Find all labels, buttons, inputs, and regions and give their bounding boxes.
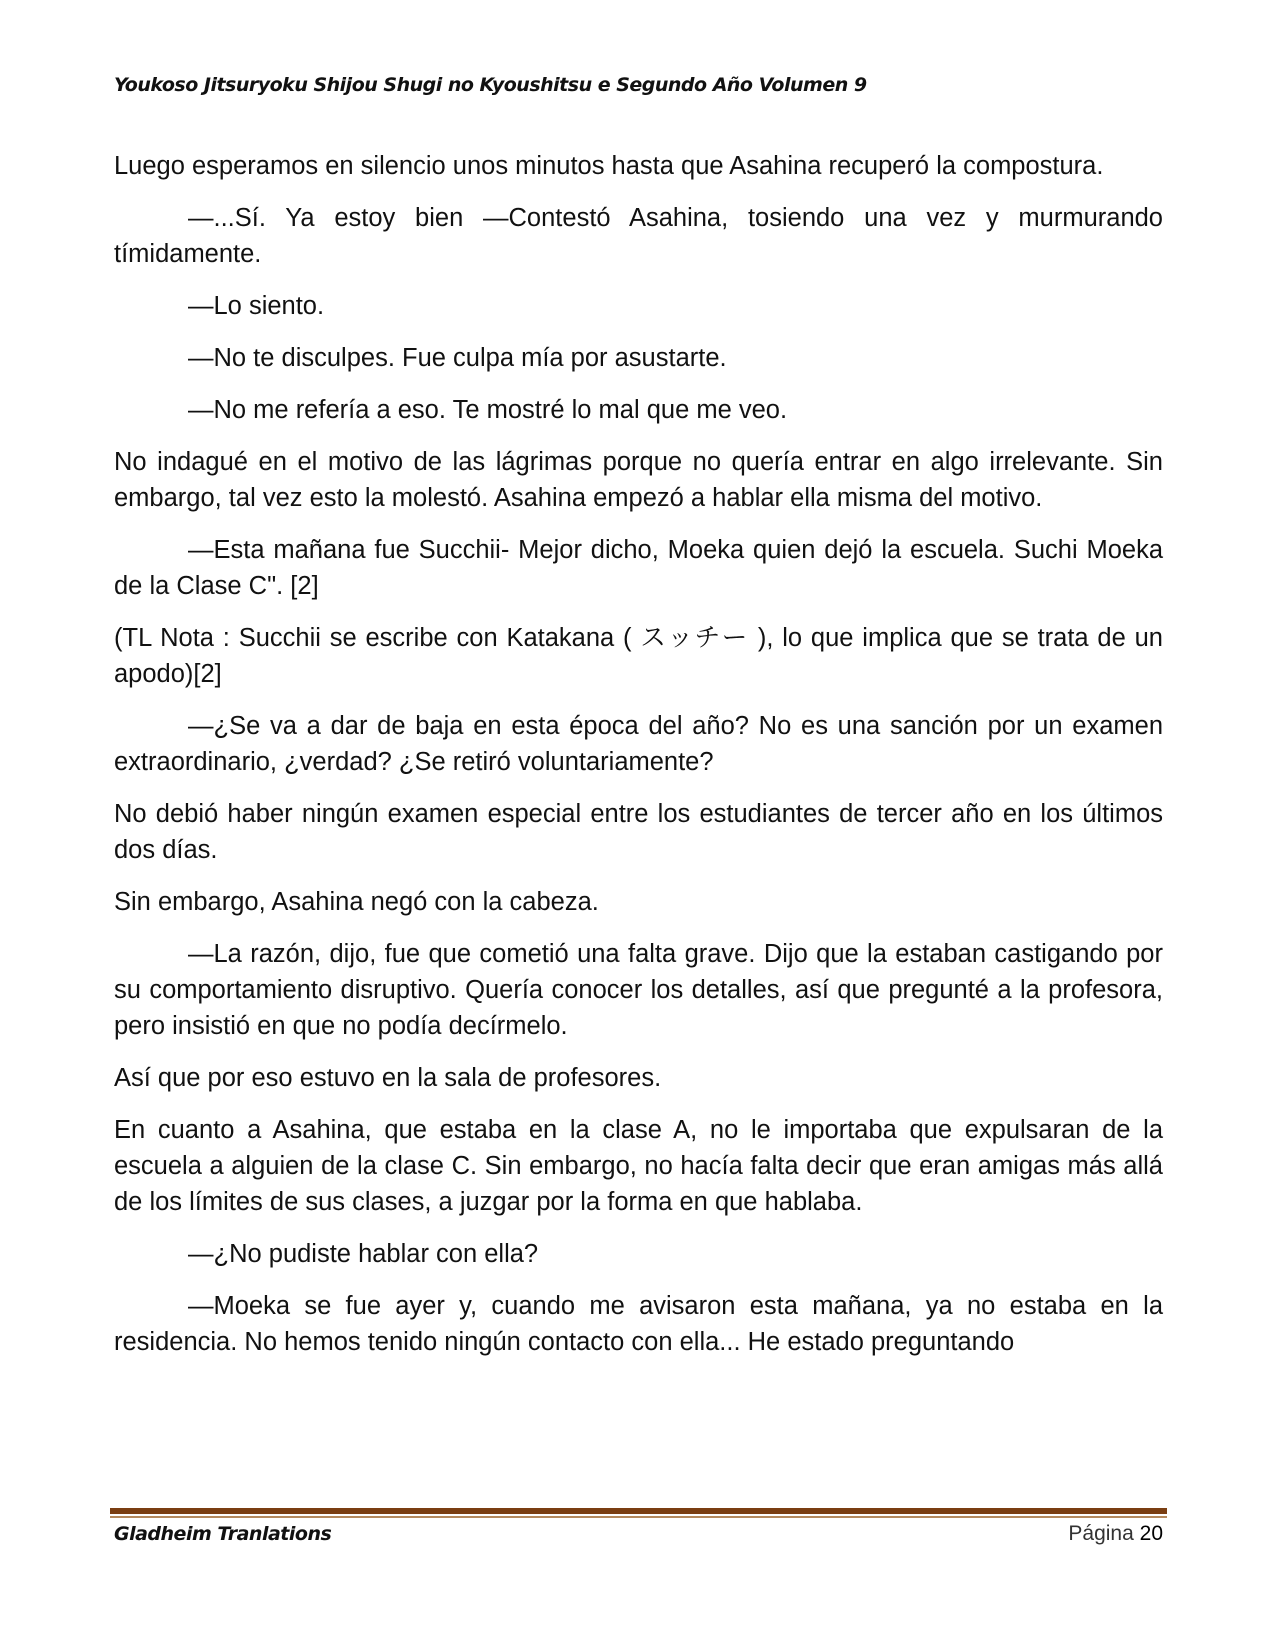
footer-rule-thin bbox=[110, 1516, 1167, 1518]
paragraph: —Lo siento. bbox=[188, 292, 325, 320]
paragraph: En cuanto a Asahina, que estaba en la clase A, no le importaba que expulsaran de la escuela a alguien de la clase C. Sin embargo, no hacía falta decir que eran amigas más allá de los límites de sus clases, a juzgar por la forma en que hablaba. bbox=[114, 1116, 1163, 1216]
paragraph: —¿No pudiste hablar con ella? bbox=[188, 1240, 539, 1268]
paragraph: —¿Se va a dar de baja en esta época del año? No es una sanción por un examen extraordinario, ¿verdad? ¿Se retiró voluntariamente? bbox=[114, 712, 1163, 776]
page-number bbox=[1068, 1522, 1163, 1546]
page-number-value: 20 bbox=[1139, 1522, 1163, 1545]
paragraph: No debió haber ningún examen especial entre los estudiantes de tercer año en los últimos dos días. bbox=[114, 800, 1163, 864]
paragraph: Luego esperamos en silencio unos minutos hasta que Asahina recuperó la compostura. bbox=[114, 152, 1104, 180]
footer-publisher: Gladheim Tranlations bbox=[114, 1523, 332, 1545]
running-header: Youkoso Jitsuryoku Shijou Shugi no Kyoushitsu e Segundo Año Volumen 9 bbox=[114, 74, 867, 96]
page-body bbox=[114, 148, 1163, 1376]
page-label: Página bbox=[1068, 1522, 1134, 1545]
paragraph: No indagué en el motivo de las lágrimas porque no quería entrar en algo irrelevante. Sin embargo, tal vez esto la molestó. Asahina empezó a hablar ella misma del motivo. bbox=[114, 448, 1163, 512]
paragraph: Así que por eso estuvo en la sala de profesores. bbox=[114, 1064, 662, 1092]
paragraph: —No me refería a eso. Te mostré lo mal que me veo. bbox=[188, 396, 788, 424]
translator-note: (TL Nota : Succhii se escribe con Katakana ( スッチー ), lo que implica que se trata de un apodo)[2] bbox=[114, 624, 1163, 688]
paragraph: —Moeka se fue ayer y, cuando me avisaron esta mañana, ya no estaba en la residencia. No hemos tenido ningún contacto con ella... He estado preguntando bbox=[114, 1292, 1163, 1356]
paragraph: —La razón, dijo, fue que cometió una falta grave. Dijo que la estaban castigando por su comportamiento disruptivo. Quería conocer los detalles, así que pregunté a la profesora, pero insistió en que no podía decírmelo. bbox=[114, 940, 1163, 1040]
paragraph: —...Sí. Ya estoy bien —Contestó Asahina, tosiendo una vez y murmurando tímidamente. bbox=[114, 204, 1163, 268]
paragraph: Sin embargo, Asahina negó con la cabeza. bbox=[114, 888, 599, 916]
footer-rule-thick bbox=[110, 1508, 1167, 1514]
paragraph: —No te disculpes. Fue culpa mía por asustarte. bbox=[188, 344, 727, 372]
paragraph: —Esta mañana fue Succhii- Mejor dicho, Moeka quien dejó la escuela. Suchi Moeka de la Clase C". [2] bbox=[114, 536, 1163, 600]
